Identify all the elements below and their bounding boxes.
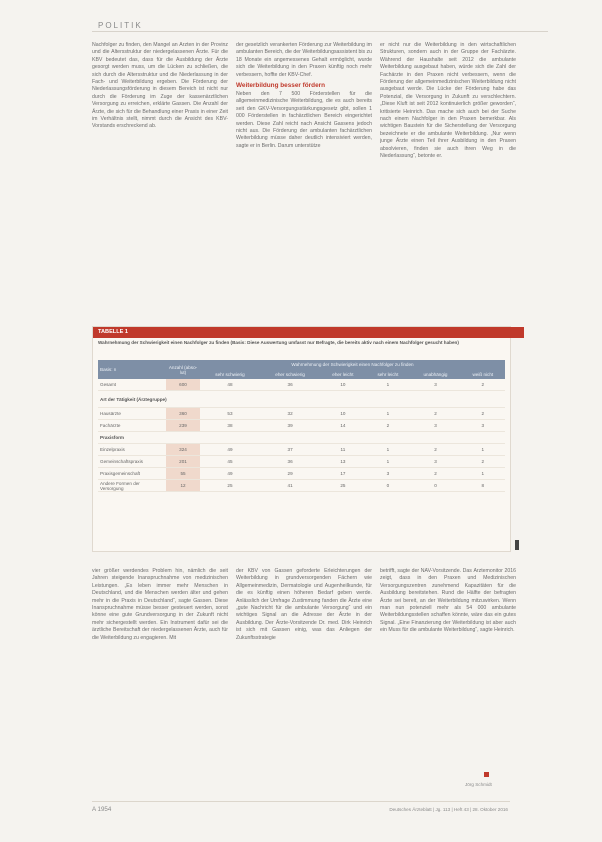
table-row-label: Hausärzte [98, 408, 166, 420]
table-subcol: sehr schwierig [200, 369, 260, 379]
lower-column-1-text: vier größer werdendes Problem hin, nämlich die seit Jahren steigende Inanspruchnahme von medizinischen Leistungen. „Es leben immer mehr Menschen in Deutschland, und die Menschen werden älter und gehen mehr in die Praxis in Deutschland“, sagte Gassen. Diese Inanspruchnahme müsse besser gesteuert werden, sonst könne eine gute Grundversorgung in der Zukunft nicht mehr sichergestellt werden. Ein Instrument dafür sei die ärztliche Bereitschaft der niedergelassenen Ärzte, auch für die Weiterbildung zu engagieren. Mit [92, 568, 228, 641]
table-group-label: Art der Tätigkeit (Ärztegruppe) [98, 391, 505, 408]
table-cell: 13 [320, 456, 365, 468]
table-row [98, 444, 505, 456]
table-row-label: Andere Formen der Versorgung [98, 480, 166, 492]
author: Jörg Schmidt [465, 782, 492, 787]
footer-rule [92, 801, 510, 802]
table-subcol: eher schwierig [260, 369, 320, 379]
table-cell: 1 [461, 444, 505, 456]
table-cell: 29 [260, 468, 320, 480]
table-cell: 41 [260, 480, 320, 492]
table-subcol: unabhängig [410, 369, 460, 379]
table-cell: 2 [366, 420, 411, 432]
table-row-label: Praxisgemeinschaft [98, 468, 166, 480]
table-cell: 39 [260, 420, 320, 432]
table-label: TABELLE 1 [93, 327, 524, 338]
table-cell: 2 [461, 408, 505, 420]
column-1-text: Nachfolger zu finden, den Mangel an Ärzten in der Provinz und die Altersstruktur der niedergelassenen Ärzte. Für die KBV bedeutet das, dass für die Ausbildung der Ärzte gesorgt werden muss, um die Lücken zu schließen, die sich durch die Altersstruktur und die Niederlassung in der Fach- und Weiterbildung ergeben. Die Förderung der Niederlassungsförderung in diesem Bereich ist nicht nur durch die Förderung im Zuge der kassenärztlichen Versorgung zu erreichen, erklärte Gassen. Die Anzahl der Ärzte, die sich für die Behandlung einer Praxis in einer Zeit im Verhältnis stellt, nimmt durch die Ansicht des KBV-Vorstands erschreckend ab. [92, 42, 228, 130]
page-number: A 1954 [92, 806, 112, 813]
table-row [98, 420, 505, 432]
column-2 [236, 42, 372, 312]
subheading: Weiterbildung besser fördern [236, 82, 326, 90]
table-col-stub: Basis: n [98, 360, 166, 379]
table-cell-n: 600 [166, 379, 200, 391]
table-cell: 3 [410, 420, 460, 432]
table-cell: 11 [320, 444, 365, 456]
table-cell: 48 [200, 379, 260, 391]
table-cell: 32 [260, 408, 320, 420]
table-group-label: Praxisform [98, 432, 505, 444]
table-subcol: eher leicht [320, 369, 365, 379]
table-cell: 3 [410, 379, 460, 391]
table-row [98, 408, 505, 420]
table-cell: 10 [320, 379, 365, 391]
table-row [98, 480, 505, 492]
lower-column-3 [380, 568, 516, 772]
table-row [98, 391, 505, 408]
table-cell: 3 [366, 468, 411, 480]
table-cell: 38 [200, 420, 260, 432]
table-cell: 1 [366, 408, 411, 420]
table-cell: 1 [366, 456, 411, 468]
table-row [98, 379, 505, 391]
table-row-label: Gemeinschaftspraxis [98, 456, 166, 468]
table-row-label: Fachärzte [98, 420, 166, 432]
column-1 [92, 42, 228, 312]
table-cell: 0 [410, 480, 460, 492]
table-cell: 8 [461, 480, 505, 492]
table-cell: 37 [260, 444, 320, 456]
data-table [98, 360, 505, 492]
table-cell: 25 [320, 480, 365, 492]
table-row-label: Einzelpraxis [98, 444, 166, 456]
table-subcol: sehr leicht [366, 369, 411, 379]
table-cell: 53 [200, 408, 260, 420]
table-cell-n: 12 [166, 480, 200, 492]
table-cell: 10 [320, 408, 365, 420]
table-cell: 0 [366, 480, 411, 492]
table-cell: 2 [410, 444, 460, 456]
journal-citation: Deutsches Ärzteblatt | Jg. 113 | Heft 43 | 28. Oktober 2016 [389, 807, 508, 812]
table-cell: 2 [410, 468, 460, 480]
header-rule [92, 31, 548, 32]
table-cell-n: 360 [166, 408, 200, 420]
table-cell: 49 [200, 468, 260, 480]
end-mark [484, 772, 489, 777]
table-cell: 36 [260, 379, 320, 391]
table-cell: 1 [366, 379, 411, 391]
table-row [98, 456, 505, 468]
column-2-text-a: der gesetzlich verankerten Förderung zur Weiterbildung im ambulanten Bereich, die der Weiterbildungsassistent bis zu 18 Monate ein angemessenes Gehalt ermöglicht, wurde sich die Weiterbildung in den Praxen künftig noch mehr verbessern, hoffte der KBV-Chef. [236, 42, 372, 78]
table-col-basis: Anzahl (abso-lut) [166, 360, 200, 379]
table-cell: 2 [461, 379, 505, 391]
lower-column-1 [92, 568, 228, 788]
table-cell: 45 [200, 456, 260, 468]
table-subcol: weiß nicht [461, 369, 505, 379]
table-cell: 17 [320, 468, 365, 480]
table-cell: 49 [200, 444, 260, 456]
section-label: POLITIK [98, 21, 143, 30]
table-cell: 25 [200, 480, 260, 492]
table-cell-n: 55 [166, 468, 200, 480]
lower-column-2-text: der KBV von Gassen geforderte Erleichterungen der Weiterbildung in grundversorgenden Fächern wie Allgemeinmedizin, Dermatologie und Augenheilkunde, für die es künftig einen höheren Bedarf geben werde. Anlässlich der Umfrage Zustimmung fanden die Ärzte eine „gute Nachricht für die ambulante Versorgung“ und ein wichtiges Signal an die Adresse der Ärzte in der Ausbildung. Der Ärzte-Vorsitzende Dr. med. Dirk Heinrich ist sich mit Gassen einig, was das Anliegen der Zukunftsstrategie [236, 568, 372, 641]
table-cell: 36 [260, 456, 320, 468]
table-cell: 1 [366, 444, 411, 456]
table-cell: 3 [410, 456, 460, 468]
table-cell: 2 [410, 408, 460, 420]
table-row [98, 468, 505, 480]
table-cell-n: 239 [166, 420, 200, 432]
column-3 [380, 42, 516, 312]
lower-column-2 [236, 568, 372, 788]
table-cell: 2 [461, 456, 505, 468]
table-cell: 14 [320, 420, 365, 432]
table-marker [515, 540, 519, 550]
table-row-label: Gesamt [98, 379, 166, 391]
table-box [92, 326, 511, 552]
table-col-group: Wahrnehmung der Schwierigkeit einen Nachfolger zu finden [200, 360, 505, 369]
table-caption: Wahrnehmung der Schwierigkeit einen Nachfolger zu finden (Basis: Diese Auswertung umfasst nur Befragte, die bereits aktiv nach einem Nachfolger gesucht haben) [98, 340, 459, 345]
table-cell: 1 [461, 468, 505, 480]
table-cell-n: 201 [166, 456, 200, 468]
table-cell: 3 [461, 420, 505, 432]
table-row [98, 432, 505, 444]
lower-column-3-text: betrifft, sagte der NAV-Vorsitzende. Das Ärztemonitor 2016 zeigt, dass in den Praxen und Medizinischen Versorgungszentren zunehmend Kapazitäten für die Ausbildung bereitstehen. Rund die Hälfte der befragten Ärzte sei bereit, an der Weiterbildung mitzuwirken. Wenn man nun potenziell mehr als 54 000 ambulante Weiterbildungsstellen schaffen könnte, wäre das ein gutes Signal. „Eine Finanzierung der Weiterbildung ist aber auch ein Muss für die ambulante Weiterbildung“, sagte Heinrich. [380, 568, 516, 634]
table-cell-n: 324 [166, 444, 200, 456]
column-2-text-b: Neben den 7 500 Förderstellen für die allgemeinmedizinische Weiterbildung, die es auch bereits seit den GKV-Versorgungsstärkungsgesetz gibt, sollen 1 000 Förderstellen in fachärztlichen Bereich eingerichtet werden. Diese Zahl reicht nach Ansicht Gassens jedoch nicht aus. Die Förderung der ambulanten fachärztlichen Weiterbildung müsse daher deutlich intensiviert werden, sagte er in Berlin. Darum unterstütze [236, 91, 372, 149]
column-3-text: er nicht nur die Weiterbildung in den wirtschaftlichen Strukturen, sondern auch in der Gruppe der Fachärzte. Während der Haushalte seit 2012 die ambulante Weiterbildung ausgebaut haben, würde sich die Zahl der Fachärzte in den Praxen nicht verbessern, wenn die Förderung der allgemeinmedizinischen Weiterbildung nicht ausgebaut werde. Die Lücke der Förderung habe das Potenzial, die Versorgung in Zukunft zu verschlechtern. „Diese Kluft ist seit 2012 kontinuierlich größer geworden“, kritisierte Heinrich. Das mache sich auch bei der Suche nach einem Nachfolger in den Praxen bemerkbar. Als wichtigen Baustein für die Sicherstellung der Versorgung bezeichnete er die ambulante Weiterbildung. „Nur wenn junge Ärzte einen Teil ihrer Ausbildung in den Praxen absolvieren, finden sie auch ihren Weg in die Niederlassung“, betonte er. [380, 42, 516, 160]
